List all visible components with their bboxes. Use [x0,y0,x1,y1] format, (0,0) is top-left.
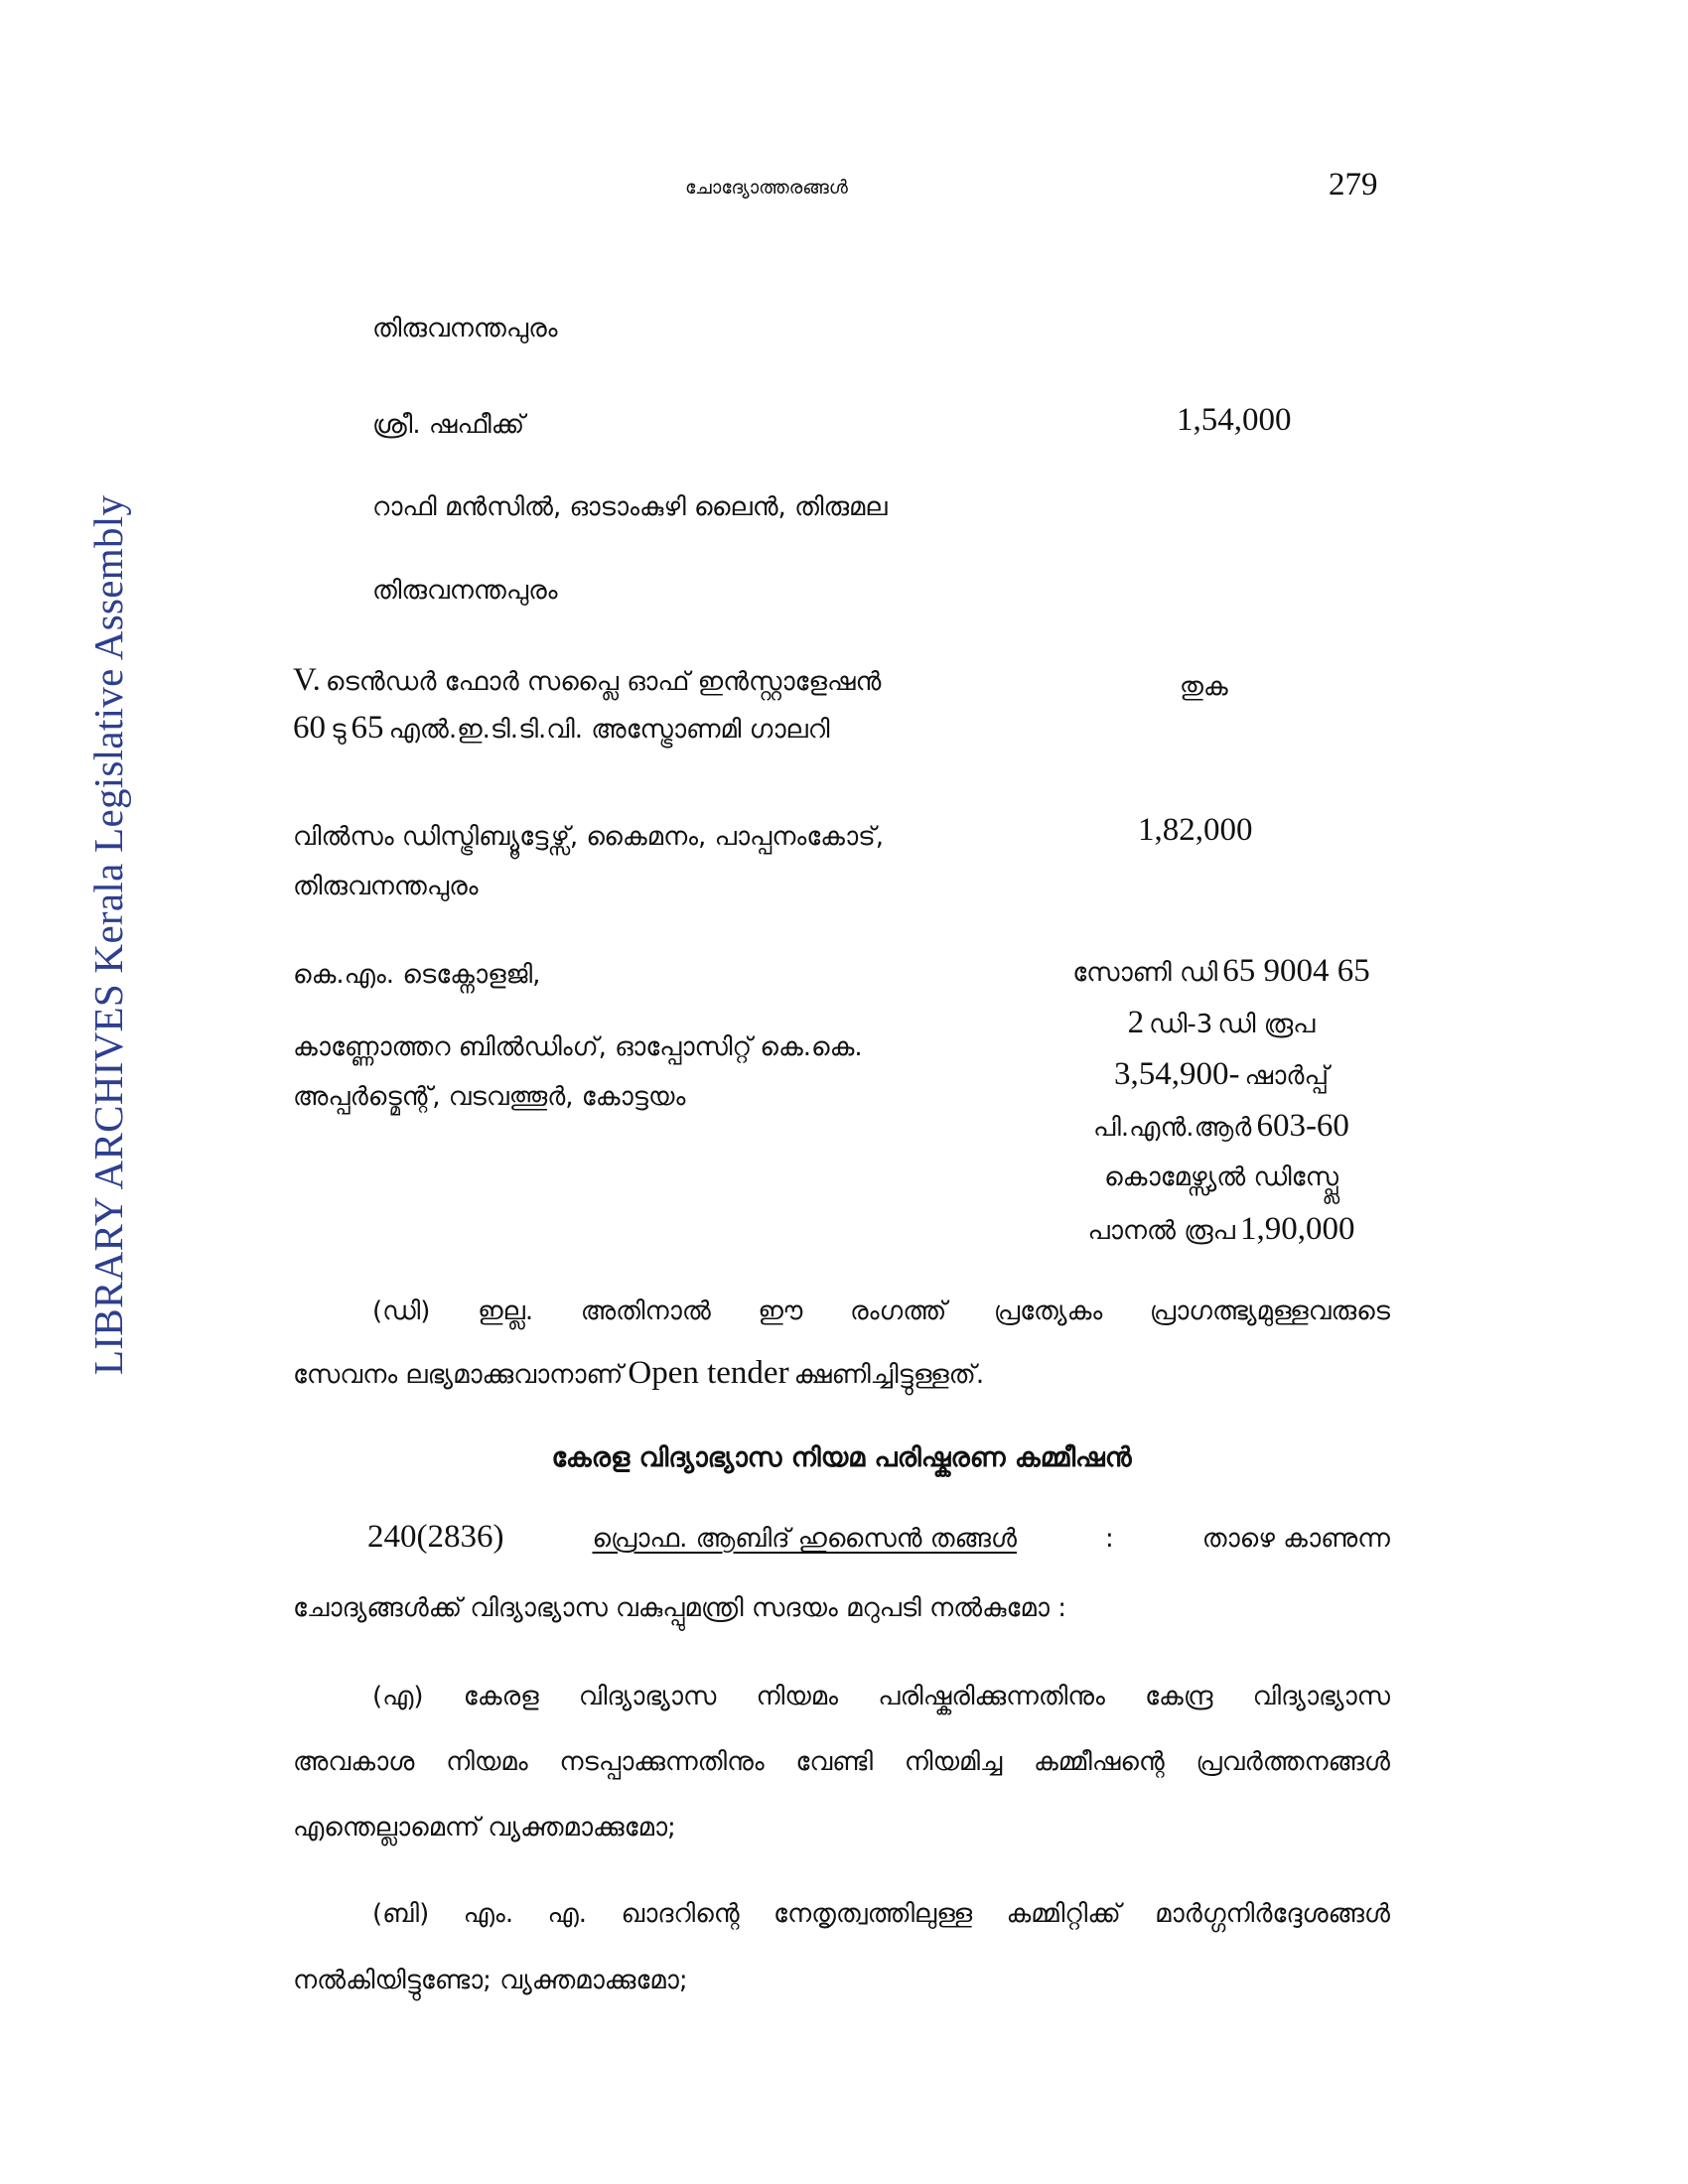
page-number: 279 [1329,167,1378,203]
vendor-line: അപ്പർട്മെന്റ്, വടവത്തൂർ, കോട്ടയം [293,1082,686,1112]
question-b-line: നൽകിയിട്ടുണ്ടോ; വ്യക്തമാക്കുമോ; [293,1966,688,1995]
detail-text: കൊമേഴ്സ്യൽ ഡിസ്പ്ലേ [1104,1162,1338,1192]
detail-line [1003,945,1440,997]
member-name: പ്രൊഫ. ആബിദ് ഹുസൈൻ തങ്ങൾ [592,1524,1017,1554]
colon: : [1104,1524,1114,1554]
roman-numeral: V. [293,662,321,698]
amount-value: 1,54,000 [1177,402,1292,438]
detail-number: 603-60 [1256,1108,1349,1144]
question-number: 240(2836) [367,1519,504,1555]
detail-line [1003,997,1440,1048]
section-v-subtitle [293,710,830,747]
address-line: തിരുവനന്തപുരം [372,576,558,606]
section-title-text: ടെൻഡർ ഫോർ സപ്ലൈ ഓഫ് ഇൻസ്റ്റാളേഷൻ [325,667,882,697]
vendor-line: കാണ്ണോത്തറ ബിൽഡിംഗ്, ഓപ്പോസിറ്റ് കെ.കെ. [293,1032,863,1062]
detail-number: 1,90,000 [1239,1211,1355,1247]
vendor-line: വിൽസം ഡിസ്ട്രിബ്യൂട്ടേഴ്സ്, കൈമനം, പാപ്പനംകോട്, [293,822,885,852]
question-lead-tail: താഴെ കാണുന്ന [1201,1524,1390,1554]
range-end: 65 [351,710,384,746]
detail-number: 65 9004 65 [1222,953,1370,989]
section-v-title [293,662,881,699]
detail-number: 2 [1127,1005,1145,1040]
question-lead-line [367,1519,1390,1556]
vendor-detail-block [1003,945,1440,1255]
detail-line [1003,1203,1440,1255]
question-line: ചോദ്യങ്ങൾക്ക് വിദ്യാഭ്യാസ വകുപ്പുമന്ത്രി സദയം മറുപടി നൽകുമോ : [293,1593,1066,1623]
detail-line [1003,1100,1440,1152]
range-word: ടു [331,715,347,745]
vendor-line: തിരുവനന്തപുരം [293,872,479,901]
vendor-line: കെ.എം. ടെക്നോളജി, [293,960,541,990]
question-a-line: അവകാശ നിയമം നടപ്പാക്കുന്നതിനും വേണ്ടി നിയമിച്ച കമ്മീഷന്റെ പ്രവർത്തനങ്ങൾ [293,1747,1390,1777]
detail-line [1003,1152,1440,1203]
detail-line [1003,1048,1440,1100]
question-b-line: (ബി) എം. എ. ഖാദറിന്റെ നേതൃത്വത്തിലുള്ള കമ്മിറ്റിക്ക് മാർഗ്ഗനിർദ്ദേശങ്ങൾ [372,1899,1390,1929]
answer-text: സേവനം ലഭ്യമാക്കുവാനാണ് [293,1360,624,1390]
detail-text: ഡി-3 [1149,1010,1213,1039]
detail-text: ഡി രൂപ [1217,1010,1316,1039]
archive-watermark: LIBRARY ARCHIVES Kerala Legislative Assembly [85,494,131,1375]
section-heading: കേരള വിദ്യാഭ്യാസ നിയമ പരിഷ്കരണ കമ്മീഷൻ [551,1442,1132,1473]
detail-text: ഷാർപ്പ് [1244,1061,1330,1091]
question-a-line: (എ) കേരള വിദ്യാഭ്യാസ നിയമം പരിഷ്കരിക്കുന്നതിനും കേന്ദ്ര വിദ്യാഭ്യാസ [372,1682,1390,1711]
address-line: റാഫി മൻസിൽ, ഓടാംകുഴി ലൈൻ, തിരുമല [372,492,888,522]
answer-d-line: (ഡി) ഇല്ല. അതിനാൽ ഈ രംഗത്ത് പ്രത്യേകം പ്രാഗത്ഭ്യമുള്ളവരുടെ [372,1297,1390,1326]
answer-d-line [293,1355,984,1392]
range-start: 60 [293,710,326,746]
vendor-name: ശ്രീ. ഷഫീക്ക് [372,410,525,440]
detail-text: പാനൽ രൂപ [1087,1216,1235,1246]
detail-number: 3,54,900- [1113,1056,1240,1092]
amount-value: 1,82,000 [1138,812,1253,848]
address-line: തിരുവനന്തപുരം [372,314,558,343]
running-title: ചോദ്യോത്തരങ്ങൾ [685,177,848,199]
amount-column-header: തുക [1180,672,1228,702]
detail-text: സോണി ഡി [1072,958,1218,988]
answer-text: ക്ഷണിച്ചിട്ടുള്ളത്. [793,1360,985,1390]
detail-text: പി.എൻ.ആർ [1093,1113,1252,1143]
answer-english-text: Open tender [628,1355,789,1391]
question-a-line: എന്തെല്ലാമെന്ന് വ്യക്തമാക്കുമോ; [293,1813,676,1843]
section-subtitle-text: എൽ.ഇ.ടി.ടി.വി. അസ്ട്രോണമി ഗാലറി [388,715,830,745]
